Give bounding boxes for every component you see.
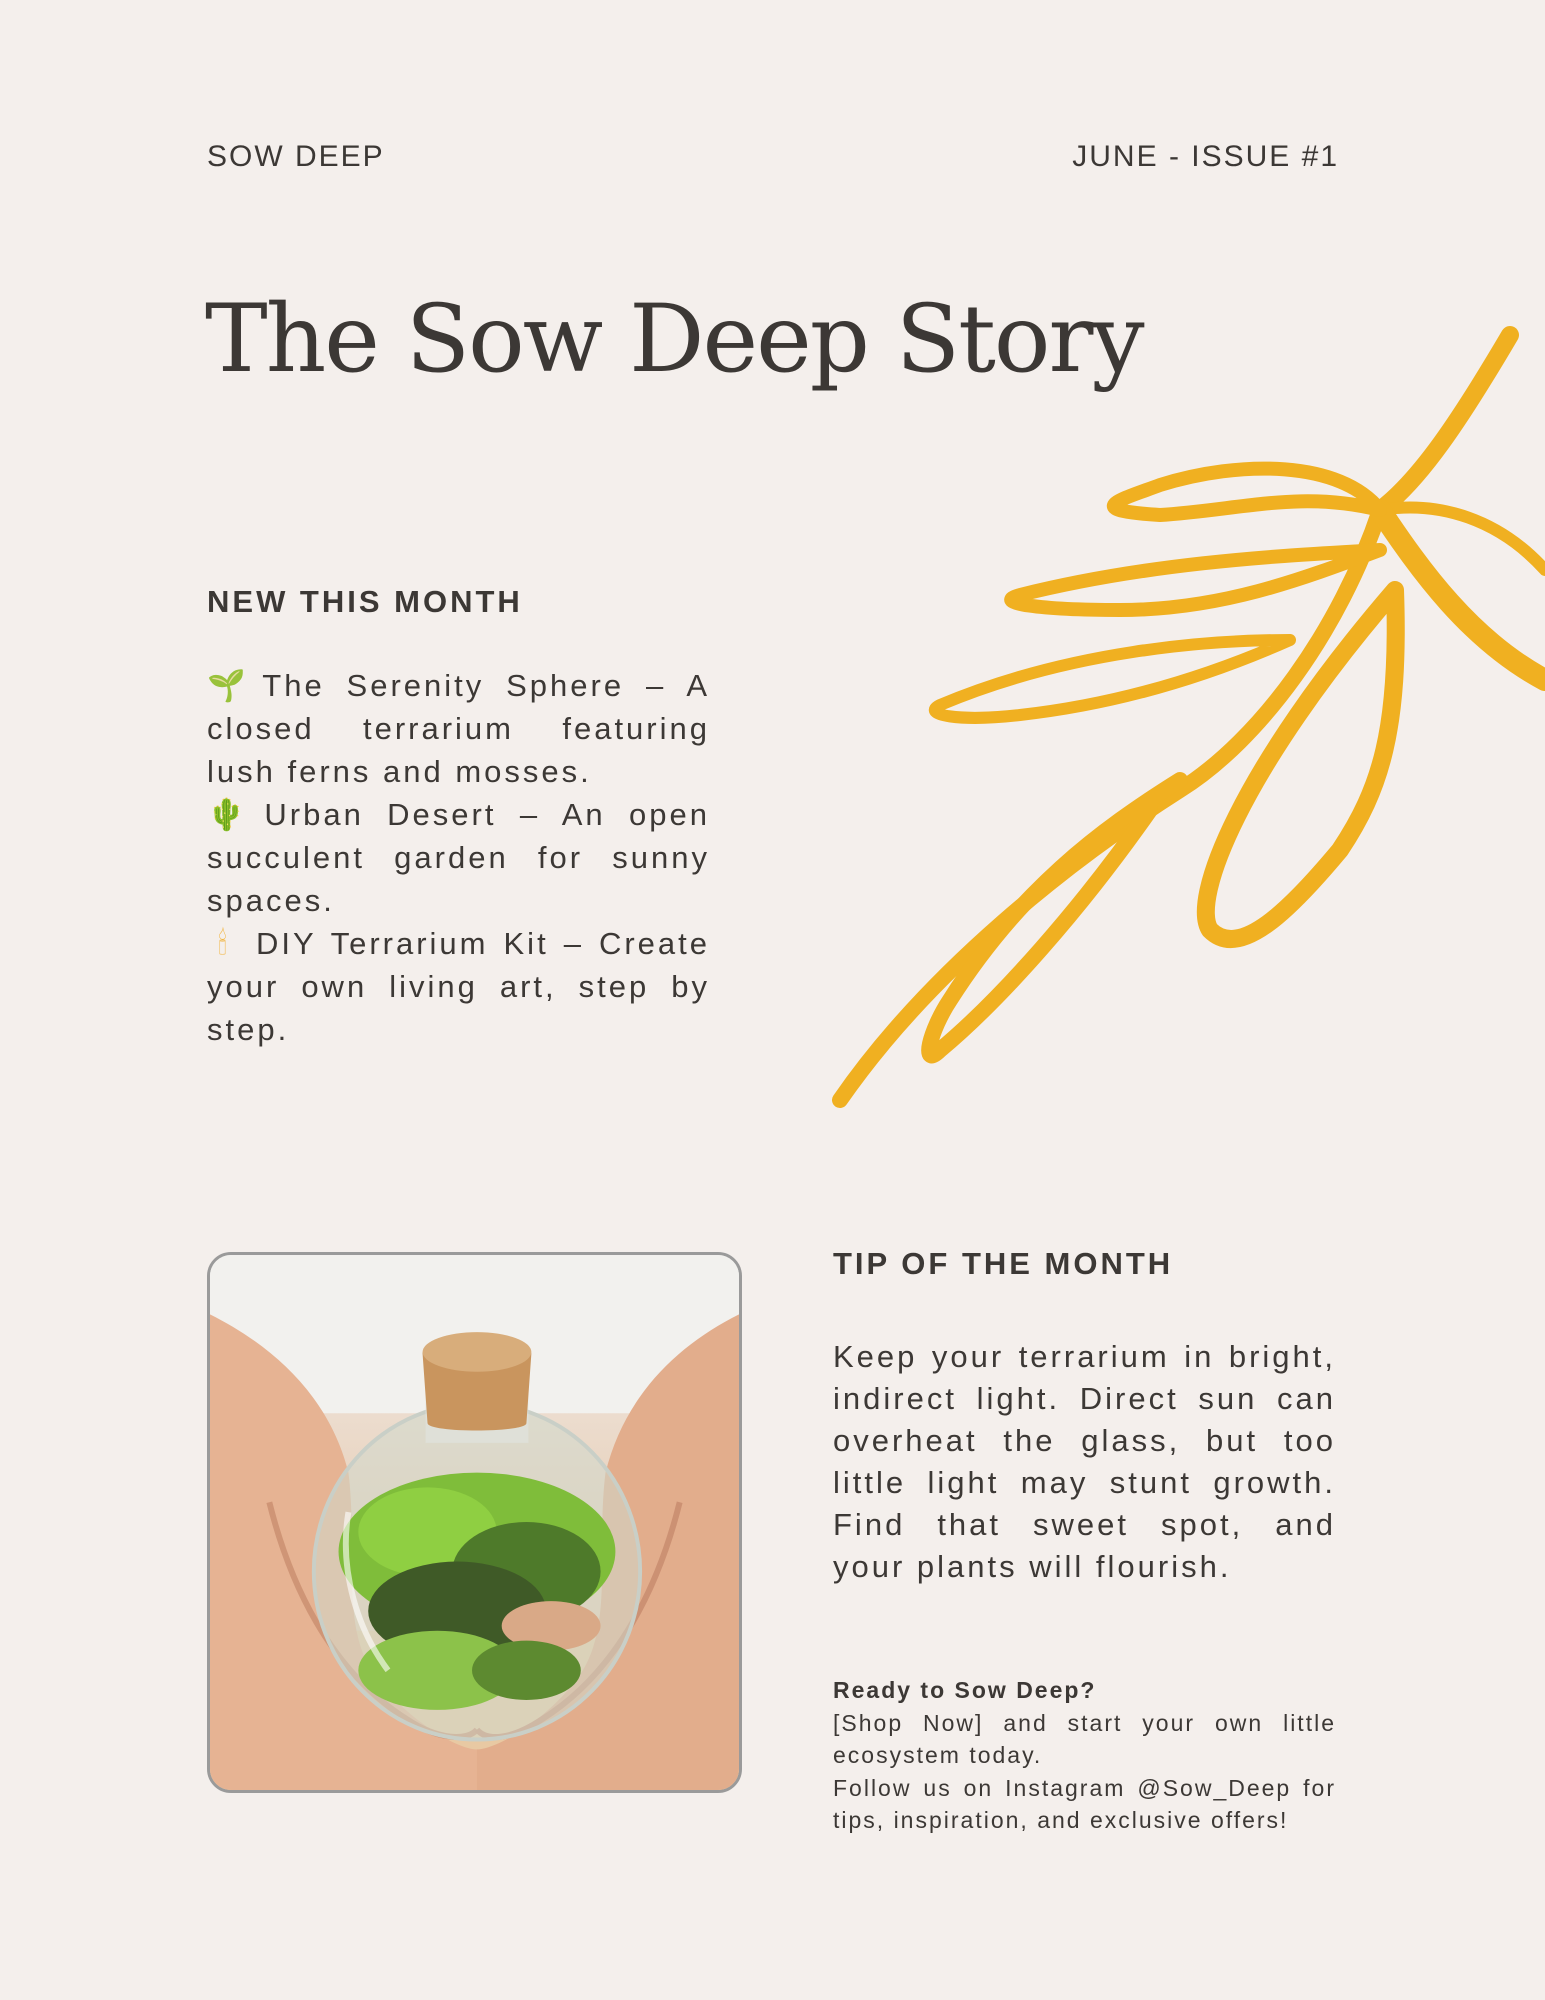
cactus-icon: 🌵 xyxy=(207,797,249,832)
list-item-text: DIY Terrarium Kit – Create your own living art, step by step. xyxy=(207,926,710,1047)
leaf-illustration xyxy=(820,310,1545,1120)
list-item xyxy=(207,664,710,793)
terrarium-photo xyxy=(207,1252,742,1793)
list-item xyxy=(207,793,710,922)
brand-name: SOW DEEP xyxy=(207,140,385,173)
tip-body: Keep your terrarium in bright, indirect light. Direct sun can overheat the glass, but too little light may stunt growth. Find that sweet spot, and your plants will flourish. xyxy=(833,1339,1336,1584)
tip-of-the-month-heading: TIP OF THE MONTH xyxy=(833,1246,1174,1281)
list-item-text: The Serenity Sphere – A closed terrarium featuring lush ferns and mosses. xyxy=(207,668,710,789)
list-item xyxy=(207,922,710,1051)
seedling-icon: 🌱 xyxy=(207,668,249,703)
instagram-follow-text: Follow us on Instagram @Sow_Deep for tips, inspiration, and exclusive offers! xyxy=(833,1774,1336,1833)
terrarium-photo-illustration xyxy=(210,1255,739,1790)
list-item-text: Urban Desert – An open succulent garden for sunny spaces. xyxy=(207,797,710,918)
issue-label: JUNE - ISSUE #1 xyxy=(1072,140,1339,173)
new-this-month-heading: NEW THIS MONTH xyxy=(207,584,523,619)
call-to-action xyxy=(833,1674,1336,1837)
page-title: The Sow Deep Story xyxy=(205,285,1143,394)
candle-icon: 🕯 xyxy=(218,926,230,961)
cta-title: Ready to Sow Deep? xyxy=(833,1677,1097,1703)
new-products-list xyxy=(207,664,710,1051)
shop-now-text[interactable]: [Shop Now] and start your own little ecosystem today. xyxy=(833,1709,1336,1768)
